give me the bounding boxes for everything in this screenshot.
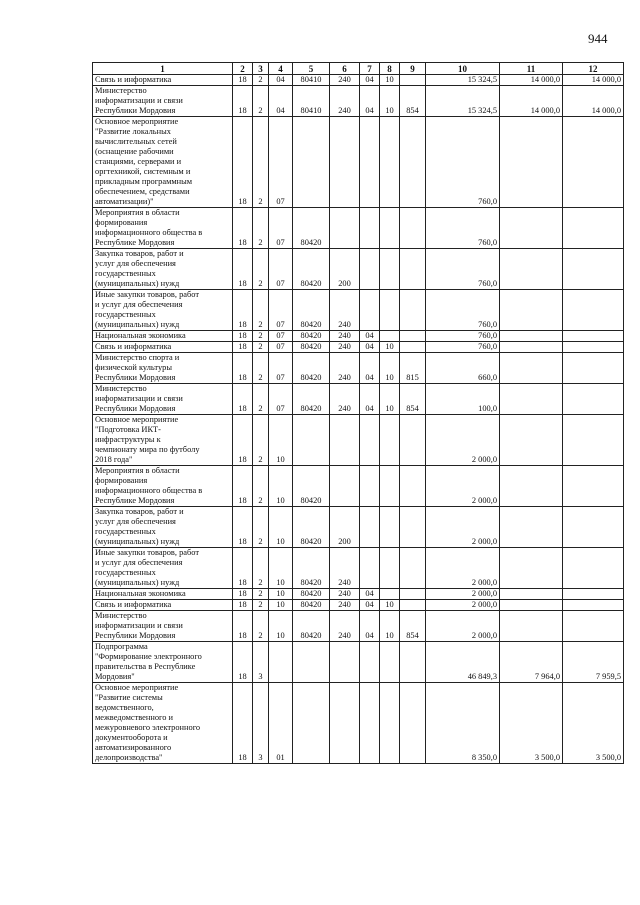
row-name-cell: Подпрограмма "Формирование электронного правительства в Республике Мордовия" bbox=[93, 642, 233, 683]
table-cell: 200 bbox=[330, 249, 360, 290]
row-name-cell: Основное мероприятие "Развитие системы ведомственного, межведомственного и межуровневого электронного документооборота и автоматизированного делопроизводства" bbox=[93, 683, 233, 764]
table-cell: 10 bbox=[269, 466, 293, 507]
table-cell: 2 bbox=[253, 415, 269, 466]
table-cell: 04 bbox=[360, 75, 380, 86]
table-cell bbox=[500, 353, 563, 384]
table-cell bbox=[563, 342, 624, 353]
table-cell: 10 bbox=[380, 353, 400, 384]
table-cell bbox=[330, 683, 360, 764]
table-cell: 18 bbox=[233, 117, 253, 208]
table-cell: 07 bbox=[269, 331, 293, 342]
table-row bbox=[93, 86, 624, 117]
table-cell: 2 bbox=[253, 600, 269, 611]
table-cell: 240 bbox=[330, 384, 360, 415]
table-cell: 80420 bbox=[293, 466, 330, 507]
table-cell: 04 bbox=[360, 600, 380, 611]
column-header: 10 bbox=[426, 63, 500, 75]
table-cell: 760,0 bbox=[426, 342, 500, 353]
table-cell bbox=[563, 548, 624, 589]
table-cell bbox=[500, 117, 563, 208]
table-cell: 3 500,0 bbox=[500, 683, 563, 764]
table-cell bbox=[400, 331, 426, 342]
table-cell bbox=[380, 548, 400, 589]
table-row bbox=[93, 683, 624, 764]
table-cell bbox=[500, 600, 563, 611]
table-cell bbox=[500, 466, 563, 507]
table-cell: 3 bbox=[253, 642, 269, 683]
table-cell: 18 bbox=[233, 86, 253, 117]
table-cell: 200 bbox=[330, 507, 360, 548]
table-cell bbox=[269, 642, 293, 683]
table-cell: 2 bbox=[253, 117, 269, 208]
table-cell: 18 bbox=[233, 600, 253, 611]
table-cell: 18 bbox=[233, 208, 253, 249]
table-cell bbox=[500, 208, 563, 249]
table-cell: 2 bbox=[253, 331, 269, 342]
table-cell: 240 bbox=[330, 611, 360, 642]
table-cell: 240 bbox=[330, 86, 360, 117]
table-cell: 2 bbox=[253, 589, 269, 600]
table-cell: 240 bbox=[330, 600, 360, 611]
row-name-cell: Иные закупки товаров, работ и услуг для обеспечения государственных (муниципальных) нужд bbox=[93, 290, 233, 331]
table-cell bbox=[380, 290, 400, 331]
table-cell: 04 bbox=[360, 342, 380, 353]
table-cell bbox=[360, 290, 380, 331]
table-cell: 18 bbox=[233, 611, 253, 642]
table-cell bbox=[563, 249, 624, 290]
table-cell: 2 bbox=[253, 384, 269, 415]
table-cell: 7 964,0 bbox=[500, 642, 563, 683]
table-cell: 7 959,5 bbox=[563, 642, 624, 683]
table-cell: 240 bbox=[330, 353, 360, 384]
row-name-cell: Закупка товаров, работ и услуг для обеспечения государственных (муниципальных) нужд bbox=[93, 507, 233, 548]
table-cell bbox=[400, 75, 426, 86]
table-cell: 10 bbox=[380, 86, 400, 117]
table-cell bbox=[563, 384, 624, 415]
table-cell: 04 bbox=[360, 611, 380, 642]
row-name-cell: Основное мероприятие "Развитие локальных вычислительных сетей (оснащение рабочими станциями, серверами и оргтехникой, системным и прикладным программным обеспечением, средствами автоматизации)" bbox=[93, 117, 233, 208]
table-cell: 10 bbox=[269, 600, 293, 611]
table-cell: 2 bbox=[253, 611, 269, 642]
table-cell bbox=[380, 415, 400, 466]
table-cell: 240 bbox=[330, 290, 360, 331]
table-cell: 80420 bbox=[293, 331, 330, 342]
table-cell bbox=[360, 642, 380, 683]
table-cell: 10 bbox=[380, 342, 400, 353]
table-cell bbox=[293, 117, 330, 208]
table-cell bbox=[400, 507, 426, 548]
table-cell bbox=[400, 249, 426, 290]
table-cell bbox=[563, 600, 624, 611]
table-cell: 14 000,0 bbox=[500, 75, 563, 86]
row-name-cell: Министерство информатизации и связи Республики Мордовия bbox=[93, 86, 233, 117]
table-cell: 14 000,0 bbox=[563, 75, 624, 86]
table-cell: 2 bbox=[253, 507, 269, 548]
table-cell bbox=[500, 415, 563, 466]
table-cell: 2 bbox=[253, 249, 269, 290]
table-cell bbox=[400, 208, 426, 249]
table-cell bbox=[400, 589, 426, 600]
table-cell bbox=[500, 589, 563, 600]
row-name-cell: Иные закупки товаров, работ и услуг для обеспечения государственных (муниципальных) нужд bbox=[93, 548, 233, 589]
table-cell bbox=[500, 384, 563, 415]
table-cell bbox=[380, 589, 400, 600]
table-cell: 04 bbox=[360, 589, 380, 600]
row-name-cell: Мероприятия в области формирования информационного общества в Республике Мордовия bbox=[93, 466, 233, 507]
table-cell bbox=[330, 466, 360, 507]
table-cell: 01 bbox=[269, 683, 293, 764]
table-cell: 80420 bbox=[293, 384, 330, 415]
table-cell: 2 bbox=[253, 342, 269, 353]
table-cell bbox=[400, 548, 426, 589]
table-cell: 2 000,0 bbox=[426, 548, 500, 589]
table-cell: 07 bbox=[269, 290, 293, 331]
table-cell bbox=[563, 331, 624, 342]
table-row bbox=[93, 611, 624, 642]
table-cell bbox=[360, 683, 380, 764]
table-cell: 80420 bbox=[293, 611, 330, 642]
table-cell: 760,0 bbox=[426, 331, 500, 342]
column-header: 8 bbox=[380, 63, 400, 75]
table-row bbox=[93, 249, 624, 290]
table-cell: 18 bbox=[233, 589, 253, 600]
table-cell bbox=[400, 466, 426, 507]
table-row bbox=[93, 208, 624, 249]
column-header: 12 bbox=[563, 63, 624, 75]
table-cell bbox=[563, 353, 624, 384]
table-cell bbox=[563, 507, 624, 548]
table-cell bbox=[293, 683, 330, 764]
table-cell bbox=[563, 117, 624, 208]
table-row bbox=[93, 331, 624, 342]
table-row bbox=[93, 589, 624, 600]
table-cell: 854 bbox=[400, 86, 426, 117]
table-cell: 80420 bbox=[293, 342, 330, 353]
table-cell: 18 bbox=[233, 466, 253, 507]
table-cell: 04 bbox=[360, 86, 380, 117]
table-cell bbox=[360, 548, 380, 589]
table-cell: 240 bbox=[330, 342, 360, 353]
table-body bbox=[93, 75, 624, 764]
table-cell: 18 bbox=[233, 548, 253, 589]
header-row bbox=[93, 63, 624, 75]
table-cell: 760,0 bbox=[426, 249, 500, 290]
table-row bbox=[93, 290, 624, 331]
table-cell bbox=[360, 466, 380, 507]
table-cell bbox=[500, 290, 563, 331]
table-cell bbox=[563, 208, 624, 249]
table-cell: 2 000,0 bbox=[426, 466, 500, 507]
budget-table bbox=[92, 62, 624, 764]
table-cell bbox=[400, 415, 426, 466]
table-cell bbox=[563, 589, 624, 600]
row-name-cell: Национальная экономика bbox=[93, 589, 233, 600]
row-name-cell: Мероприятия в области формирования информационного общества в Республике Мордовия bbox=[93, 208, 233, 249]
table-cell: 80420 bbox=[293, 600, 330, 611]
table-cell: 10 bbox=[380, 384, 400, 415]
row-name-cell: Национальная экономика bbox=[93, 331, 233, 342]
table-row bbox=[93, 548, 624, 589]
table-cell: 04 bbox=[360, 384, 380, 415]
row-name-cell: Связь и информатика bbox=[93, 75, 233, 86]
table-cell: 80420 bbox=[293, 290, 330, 331]
table-cell: 8 350,0 bbox=[426, 683, 500, 764]
table-cell: 04 bbox=[360, 331, 380, 342]
table-cell: 04 bbox=[360, 353, 380, 384]
table-cell bbox=[500, 331, 563, 342]
table-cell bbox=[360, 208, 380, 249]
table-row bbox=[93, 75, 624, 86]
row-name-cell: Министерство информатизации и связи Республики Мордовия bbox=[93, 384, 233, 415]
table-cell: 10 bbox=[269, 548, 293, 589]
table-cell bbox=[380, 331, 400, 342]
page-number: 944 bbox=[588, 31, 608, 46]
row-name-cell: Закупка товаров, работ и услуг для обеспечения государственных (муниципальных) нужд bbox=[93, 249, 233, 290]
table-cell bbox=[360, 249, 380, 290]
table-cell bbox=[563, 466, 624, 507]
table-cell: 07 bbox=[269, 342, 293, 353]
table-cell: 2 bbox=[253, 353, 269, 384]
table-cell: 80420 bbox=[293, 249, 330, 290]
table-cell bbox=[360, 507, 380, 548]
table-cell: 760,0 bbox=[426, 208, 500, 249]
table-cell bbox=[360, 117, 380, 208]
table-cell bbox=[400, 600, 426, 611]
table-cell: 80420 bbox=[293, 353, 330, 384]
table-cell bbox=[563, 415, 624, 466]
table-cell: 240 bbox=[330, 331, 360, 342]
table-cell: 07 bbox=[269, 249, 293, 290]
table-cell: 10 bbox=[269, 507, 293, 548]
row-name-cell: Основное мероприятие "Подготовка ИКТ- инфраструктуры к чемпионату мира по футболу 2018 года" bbox=[93, 415, 233, 466]
table-cell: 240 bbox=[330, 75, 360, 86]
table-cell: 2 000,0 bbox=[426, 600, 500, 611]
table-cell: 2 000,0 bbox=[426, 507, 500, 548]
table-cell bbox=[380, 117, 400, 208]
table-cell bbox=[400, 290, 426, 331]
table-cell: 80420 bbox=[293, 548, 330, 589]
table-cell: 240 bbox=[330, 589, 360, 600]
table-cell bbox=[400, 642, 426, 683]
table-cell: 854 bbox=[400, 384, 426, 415]
table-cell: 80420 bbox=[293, 589, 330, 600]
table-cell: 46 849,3 bbox=[426, 642, 500, 683]
table-cell bbox=[500, 507, 563, 548]
table-row bbox=[93, 642, 624, 683]
table-cell: 18 bbox=[233, 342, 253, 353]
table-row bbox=[93, 415, 624, 466]
table-cell: 10 bbox=[380, 75, 400, 86]
table-cell: 760,0 bbox=[426, 117, 500, 208]
row-name-cell: Министерство спорта и физической культуры Республики Мордовия bbox=[93, 353, 233, 384]
table-cell: 760,0 bbox=[426, 290, 500, 331]
table-cell bbox=[500, 548, 563, 589]
table-cell: 2 bbox=[253, 75, 269, 86]
table-row bbox=[93, 600, 624, 611]
table-cell: 10 bbox=[269, 611, 293, 642]
table-cell bbox=[563, 290, 624, 331]
table-cell: 18 bbox=[233, 331, 253, 342]
column-header: 6 bbox=[330, 63, 360, 75]
column-header: 5 bbox=[293, 63, 330, 75]
table-header bbox=[93, 63, 624, 75]
column-header: 11 bbox=[500, 63, 563, 75]
column-header: 2 bbox=[233, 63, 253, 75]
table-cell: 2 bbox=[253, 290, 269, 331]
row-name-cell: Министерство информатизации и связи Республики Мордовия bbox=[93, 611, 233, 642]
table-cell bbox=[500, 342, 563, 353]
table-cell: 18 bbox=[233, 75, 253, 86]
table-cell: 815 bbox=[400, 353, 426, 384]
table-cell bbox=[360, 415, 380, 466]
table-cell: 18 bbox=[233, 415, 253, 466]
table-row bbox=[93, 117, 624, 208]
table-cell: 07 bbox=[269, 353, 293, 384]
table-cell: 10 bbox=[380, 611, 400, 642]
table-cell bbox=[380, 208, 400, 249]
table-cell: 80420 bbox=[293, 208, 330, 249]
table-cell: 80420 bbox=[293, 507, 330, 548]
table-cell bbox=[380, 642, 400, 683]
table-cell: 854 bbox=[400, 611, 426, 642]
table-cell: 240 bbox=[330, 548, 360, 589]
table-cell: 2 000,0 bbox=[426, 611, 500, 642]
table-row bbox=[93, 507, 624, 548]
column-header: 9 bbox=[400, 63, 426, 75]
table-cell: 3 bbox=[253, 683, 269, 764]
row-name-cell: Связь и информатика bbox=[93, 342, 233, 353]
table-cell: 3 500,0 bbox=[563, 683, 624, 764]
table-cell bbox=[293, 415, 330, 466]
table-cell bbox=[330, 415, 360, 466]
table-cell: 2 000,0 bbox=[426, 415, 500, 466]
column-header: 1 bbox=[93, 63, 233, 75]
table-cell: 80410 bbox=[293, 86, 330, 117]
table-row bbox=[93, 466, 624, 507]
table-cell: 10 bbox=[269, 589, 293, 600]
table-cell: 18 bbox=[233, 642, 253, 683]
table-row bbox=[93, 353, 624, 384]
table-cell: 04 bbox=[269, 75, 293, 86]
table-cell: 2 bbox=[253, 86, 269, 117]
table-cell: 04 bbox=[269, 86, 293, 117]
table-cell bbox=[380, 466, 400, 507]
table-cell: 660,0 bbox=[426, 353, 500, 384]
table-cell: 18 bbox=[233, 507, 253, 548]
column-header: 7 bbox=[360, 63, 380, 75]
table-row bbox=[93, 342, 624, 353]
table-cell: 07 bbox=[269, 208, 293, 249]
table-cell bbox=[330, 208, 360, 249]
table-cell: 2 000,0 bbox=[426, 589, 500, 600]
table-cell: 2 bbox=[253, 208, 269, 249]
table-cell: 18 bbox=[233, 290, 253, 331]
table-cell: 15 324,5 bbox=[426, 75, 500, 86]
table-cell bbox=[500, 611, 563, 642]
table-cell: 07 bbox=[269, 384, 293, 415]
table-cell: 14 000,0 bbox=[563, 86, 624, 117]
table-cell bbox=[400, 117, 426, 208]
column-header: 4 bbox=[269, 63, 293, 75]
table-cell bbox=[400, 683, 426, 764]
table-cell bbox=[380, 249, 400, 290]
table-cell: 10 bbox=[380, 600, 400, 611]
table-row bbox=[93, 384, 624, 415]
table-cell: 80410 bbox=[293, 75, 330, 86]
table-cell bbox=[380, 683, 400, 764]
table-cell: 18 bbox=[233, 384, 253, 415]
table-cell: 18 bbox=[233, 249, 253, 290]
table-cell bbox=[330, 642, 360, 683]
table-cell: 2 bbox=[253, 548, 269, 589]
table-cell: 18 bbox=[233, 683, 253, 764]
table-cell: 100,0 bbox=[426, 384, 500, 415]
table-cell: 14 000,0 bbox=[500, 86, 563, 117]
table-cell bbox=[330, 117, 360, 208]
table-cell bbox=[380, 507, 400, 548]
table-cell: 10 bbox=[269, 415, 293, 466]
column-header: 3 bbox=[253, 63, 269, 75]
table-cell: 2 bbox=[253, 466, 269, 507]
table-cell: 18 bbox=[233, 353, 253, 384]
table-cell: 07 bbox=[269, 117, 293, 208]
table-cell bbox=[293, 642, 330, 683]
row-name-cell: Связь и информатика bbox=[93, 600, 233, 611]
table-cell bbox=[400, 342, 426, 353]
table-cell bbox=[500, 249, 563, 290]
table-cell: 15 324,5 bbox=[426, 86, 500, 117]
table-cell bbox=[563, 611, 624, 642]
